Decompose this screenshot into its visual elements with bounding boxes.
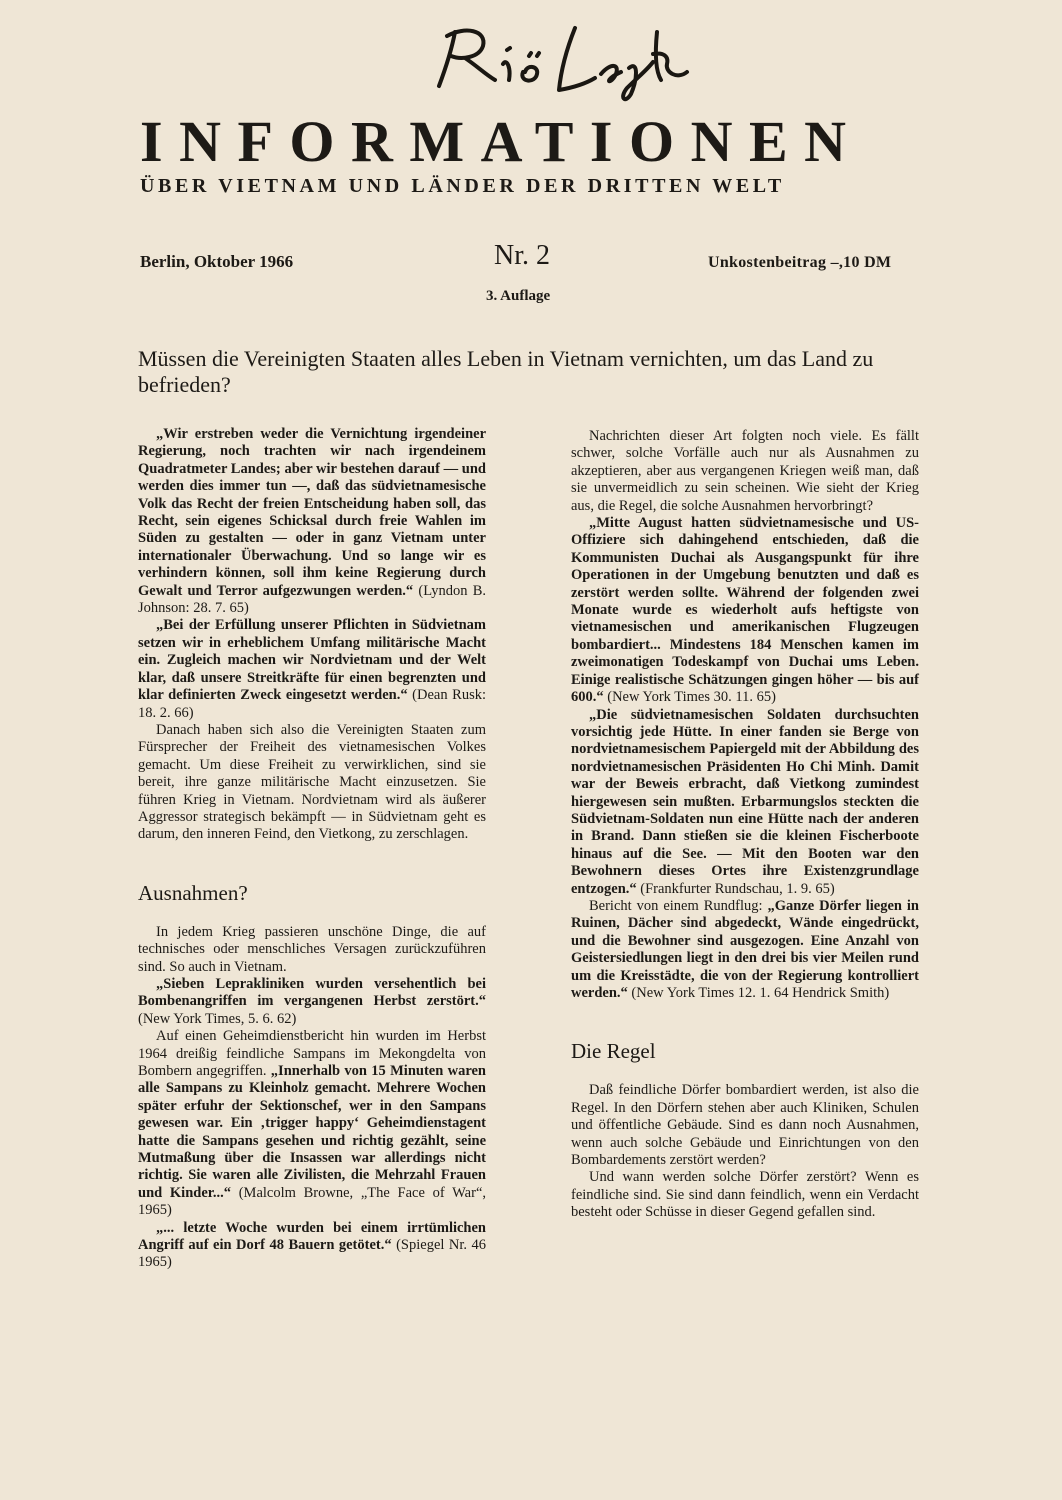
quote-duchai: „Mitte August hatten südvietnamesische und US-Offiziere sich dahingehend entschieden, daß die Kommunisten Duchai als Ausgangspunkt für ihre Operationen in der Umgebung benutzten und daß es zerstört werden sollte. Während der folgenden zwei Monate wurde es wiederholt aufs heftigste von vietnamesischen und amerikanischen Flugzeugen bombardiert... Mindestens 184 Menschen kamen im zweimonatigen Todeskampf von Duchai ums Leben. Einige realistische Schätzungen gingen höher — bis auf 600.“ [571, 515, 919, 706]
newsletter-subtitle: ÜBER VIETNAM UND LÄNDER DER DRITTEN WELT [140, 175, 785, 197]
quote-johnson: „Wir erstreben weder die Vernichtung irgendeiner Regierung, noch trachten wir nach irgendeinem Quadratmeter Landes; aber wir bestehen darauf — und werden dies immer tun —, daß das südvietnamesische Volk das Recht der freien Entscheidung haben soll, das Recht, sein eigenes Schicksal durch freie Wahlen im Süden zu gestalten — oder in ganz Vietnam unter internationaler Überwachung. Und so lange wir es verhindern können, soll ihm keine Regierung durch Gewalt und Terror aufgezwungen werden.“ [138, 426, 486, 599]
paragraph-text: Bericht von einem Rundflug: [589, 897, 768, 914]
source-citation: (Malcolm Browne, „The Face of War“, 1965) [138, 1184, 487, 1219]
edition-note: 3. Auflage [486, 288, 551, 304]
source-citation: (New York Times 12. 1. 64 Hendrick Smith) [627, 985, 890, 1001]
source-citation: (New York Times, 5. 6. 62) [138, 1010, 297, 1027]
left-column [138, 426, 486, 1272]
source-citation: (Lyndon B. Johnson: 28. 7. 65) [138, 582, 486, 617]
section-heading-regel: Die Regel [571, 1039, 656, 1064]
quote-rusk: „Bei der Erfüllung unserer Pflichten in Südvietnam setzen wir in erheblichem Umfang militärische Macht ein. Zugleich machen wir Nordvietnam und der Welt klar, daß unsere Streitkräfte für einen begrenzten und klar definierten Zweck eingesetzt werden.“ [138, 617, 486, 704]
section-heading-ausnahmen: Ausnahmen? [138, 880, 248, 905]
source-citation: (New York Times 30. 11. 65) [603, 689, 776, 706]
paragraph: Und wann werden solche Dörfer zerstört? Wenn es feindliche sind. Sie sind dann feindlich, wenn ein Verdacht besteht oder Schüsse in dieser Gegend gefallen sind. [571, 1169, 919, 1221]
paragraph [138, 426, 486, 617]
paragraph [138, 617, 486, 721]
quote-rundflug: „Ganze Dörfer liegen in Ruinen, Dächer sind abgedeckt, Wände eingedrückt, und die Bewohner sind ausgezogen. Eine Anzahl von Geistersiedlungen liegt in den drei bis vier Meilen rund um die Kreisstädte, die von der Regierung kontrolliert werden.“ [571, 897, 919, 1001]
quote-sampans: „Innerhalb von 15 Minuten waren alle Sampans zu Kleinholz gemacht. Mehrere Wochen später erfuhr der Sektionschef, wer in den Sampans gewesen war. Ein ‚trigger happy‘ Geheimdienstagent hatte die Sampans gesehen und richtig gezählt, seine Mutmaßung über die Insassen war allerdings nicht richtig. Sie waren alle Zivilisten, die Mehrzahl Frauen und Kinder...“ [138, 1063, 486, 1201]
quote-bauern: „... letzte Woche wurden bei einem irrtümlichen Angriff auf ein Dorf 48 Bauern getötet.“ [138, 1219, 486, 1254]
source-citation: (Frankfurter Rundschau, 1. 9. 65) [636, 880, 835, 897]
paragraph: Danach haben sich also die Vereinigten Staaten zum Fürsprecher der Freiheit des vietnamesischen Volkes gemacht. Um diese Freiheit zu verwirklichen, sind sie bereit, ihre ganze militärische Macht einzusetzen. Sie führen Krieg in Vietnam. Nordvietnam wird als äußerer Aggressor strategisch bekämpft — in Südvietnam geht es darum, den inneren Feind, den Vietkong, zu zerschlagen. [138, 721, 486, 843]
newsletter-title: INFORMATIONEN [140, 109, 863, 174]
paragraph [571, 515, 919, 706]
paragraph: Daß feindliche Dörfer bombardiert werden, ist also die Regel. In den Dörfern stehen aber auch Kliniken, Schulen und öffentliche Gebäude. Sind es dann noch Ausnahmen, wenn auch solche Gebäude und Einrichtungen von den Bombardements zerstört werden? [571, 1082, 919, 1169]
right-column [571, 428, 919, 1222]
price-note: Unkostenbeitrag –,10 DM [708, 254, 892, 271]
source-citation: (Dean Rusk: 18. 2. 66) [138, 687, 486, 721]
paragraph [571, 898, 919, 1002]
paragraph [571, 707, 919, 898]
handwritten-signature [425, 8, 695, 103]
paragraph [138, 1028, 486, 1219]
issue-number: Nr. 2 [494, 240, 550, 271]
article-headline: Müssen die Vereinigten Staaten alles Leben in Vietnam vernichten, um das Land zu befrieden? [138, 346, 874, 397]
place-date: Berlin, Oktober 1966 [140, 252, 294, 271]
paragraph: Nachrichten dieser Art folgten noch viele. Es fällt schwer, solche Vorfälle auch nur als Ausnahmen zu akzeptieren, aber aus vergangenen Kriegen weiß man, daß sie unvermeidlich zu sein scheinen. Wie sieht der Krieg aus, die Regel, die solche Ausnahmen hervorbringt? [571, 428, 919, 514]
paragraph [138, 1220, 486, 1272]
source-citation: (Spiegel Nr. 46 1965) [138, 1237, 486, 1271]
quote-soldaten: „Die südvietnamesischen Soldaten durchsuchten vorsichtig jede Hütte. In einer fanden sie Berge von nordvietnamesischem Papiergeld mit der Abbildung des nordvietnamesischen Präsidenten Ho Chi Minh. Damit war der Beweis erbracht, daß Vietkong zumindest hiergewesen sein mußten. Erbarmungslos steckten die Südvietnam-Soldaten nun eine Hütte nach der anderen in Brand. Dann stießen sie die kleinen Fischerboote hinaus auf die See. — Mit den Booten war den Bewohnern dieses Ortes ihre Existenzgrundlage entzogen.“ [571, 706, 919, 897]
quote-leprakliniken: „Sieben Leprakliniken wurden versehentlich bei Bombenangriffen im vergangenen Herbst zerstört.“ [138, 975, 486, 1010]
paragraph [138, 976, 486, 1028]
paragraph: In jedem Krieg passieren unschöne Dinge, die auf technisches oder menschliches Versagen zurückzuführen sind. So auch in Vietnam. [138, 923, 486, 975]
paragraph-text: Auf einen Geheimdienstbericht hin wurden im Herbst 1964 dreißig feindliche Sampans im Mekongdelta von Bombern angegriffen. [138, 1028, 486, 1079]
